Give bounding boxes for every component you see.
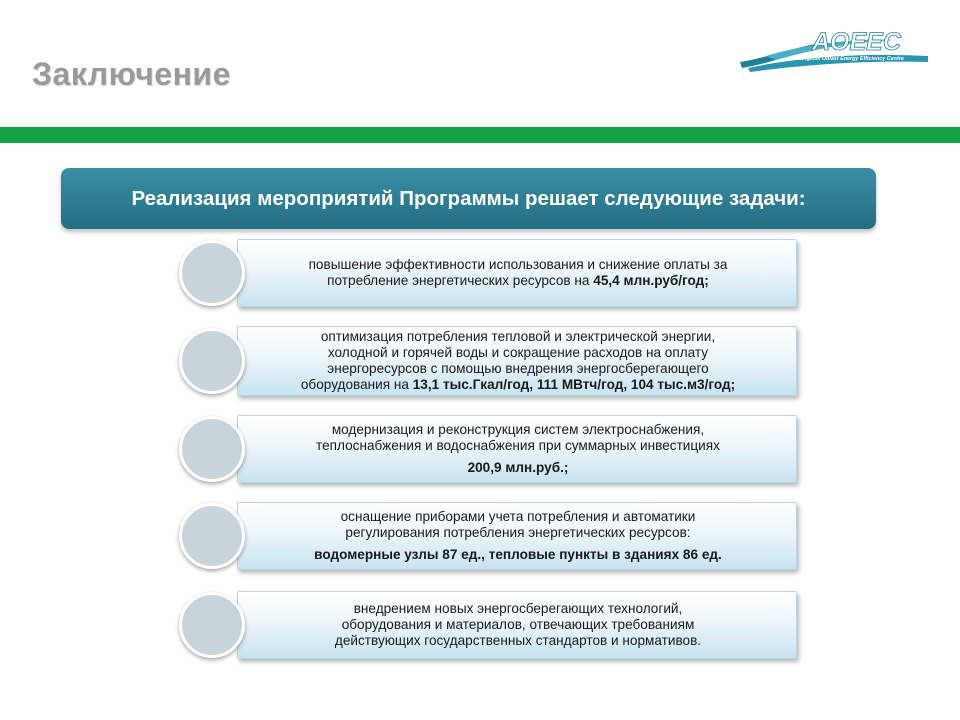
logo-text: AOEEC	[812, 28, 901, 56]
task-box	[237, 502, 797, 570]
task-box	[237, 326, 797, 396]
bullet-circle	[179, 416, 245, 482]
task-text-line: оборудования и материалов, отвечающих требованиям	[341, 617, 695, 632]
task-text-line	[301, 377, 735, 393]
task-text-line: модернизация и реконструкция систем электроснабжения,	[331, 422, 705, 437]
task-item-5	[175, 591, 807, 661]
task-item-4	[175, 502, 807, 572]
task-text-line: повышение эффективности использования и снижение оплаты за	[308, 257, 728, 272]
task-text: потребление энергетических ресурсов на	[327, 273, 594, 288]
task-text-line: оптимизация потребления тепловой и электрической энергии,	[320, 329, 716, 344]
aoeec-logo	[736, 22, 932, 78]
task-text-line: холодной и горячей воды и сокращение расходов на оплату	[327, 345, 709, 360]
task-box	[237, 239, 797, 307]
task-highlight: 45,4 млн.руб/год;	[593, 273, 709, 288]
task-box	[237, 591, 797, 659]
bullet-circle	[179, 503, 245, 569]
slide-title: Заключение	[32, 56, 231, 92]
task-highlight: 200,9 млн.руб.;	[467, 460, 569, 475]
tasks-banner: Реализация мероприятий Программы решает следующие задачи:	[61, 168, 876, 229]
logo-subtitle: Archangelsk Oblast Energy Efficiency Centre	[788, 56, 904, 62]
task-highlight: водомерные узлы 87 ед., тепловые пункты в зданиях 86 ед.	[314, 547, 722, 562]
task-text-line: энергоресурсов с помощью внедрения энергосберегающего	[327, 361, 709, 376]
task-box	[237, 415, 797, 483]
task-text: оборудования на	[300, 377, 413, 392]
task-text-line: оснащение приборами учета потребления и автоматики	[340, 509, 696, 524]
task-item-3	[175, 415, 807, 485]
task-item-2	[175, 326, 807, 398]
task-highlight: 13,1 тыс.Гкал/год, 111 МВтч/год, 104 тыс.м3/год;	[412, 377, 736, 392]
bullet-circle	[179, 328, 245, 394]
task-text-line: внедрением новых энергосберегающих технологий,	[353, 601, 683, 616]
bullet-circle	[179, 592, 245, 658]
task-text-line: регулирования потребления энергетических ресурсов:	[345, 525, 691, 540]
task-item-1	[175, 239, 807, 309]
task-text-line: действующих государственных стандартов и нормативов.	[334, 633, 702, 648]
green-divider-bar	[0, 127, 960, 143]
task-text-line: теплоснабжения и водоснабжения при суммарных инвестициях	[316, 438, 720, 453]
task-text-line	[327, 273, 709, 289]
bullet-circle	[179, 240, 245, 306]
